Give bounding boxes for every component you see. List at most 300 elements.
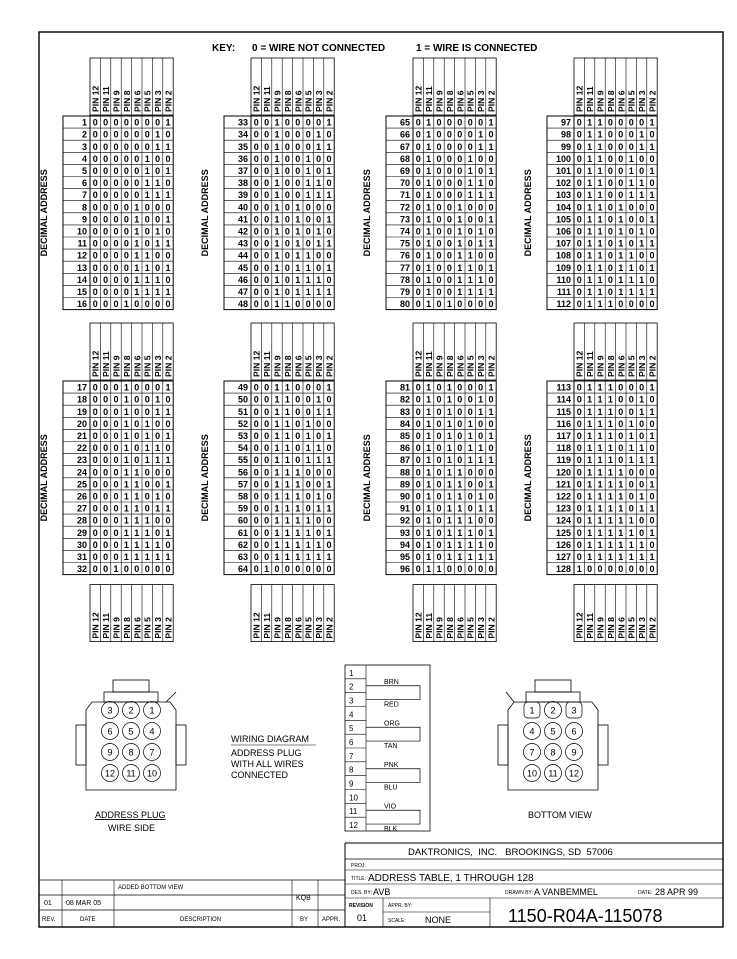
bit-value: 1 — [488, 552, 494, 562]
bit-value: 0 — [607, 226, 613, 237]
address-number: 88 — [399, 467, 410, 478]
bit-value: 1 — [134, 515, 140, 526]
bit-value: 0 — [103, 539, 109, 550]
pin-footer-label: PIN 6 — [293, 617, 304, 639]
bit-value: 0 — [628, 382, 634, 393]
bit-value: 0 — [165, 202, 171, 213]
bit-value: 1 — [587, 178, 593, 189]
address-number: 52 — [237, 418, 248, 429]
bit-value: 0 — [446, 117, 452, 128]
address-number: 35 — [237, 141, 248, 152]
bit-value: 0 — [165, 491, 171, 502]
bit-value: 0 — [264, 503, 270, 514]
bit-value: 0 — [436, 178, 442, 189]
bit-value: 1 — [426, 431, 432, 441]
address-number: 3 — [81, 141, 87, 152]
bit-value: 1 — [628, 274, 634, 285]
address-number: 89 — [399, 479, 410, 490]
bit-value: 1 — [639, 552, 645, 562]
bit-value: 1 — [649, 455, 655, 466]
plug-pin-number: 7 — [149, 747, 155, 758]
bit-value: 1 — [639, 406, 645, 417]
bit-value: 0 — [253, 539, 259, 550]
bit-value: 0 — [326, 491, 332, 502]
bit-value: 0 — [123, 274, 129, 285]
address-number: 93 — [399, 527, 410, 538]
bit-value: 1 — [618, 552, 624, 562]
address-number: 112 — [556, 299, 571, 310]
address-number: 74 — [399, 226, 410, 237]
wiring-title: WIRING DIAGRAM — [231, 734, 309, 744]
wire-color-label: BLU — [384, 784, 398, 792]
pin-header-label: PIN 12 — [251, 350, 262, 377]
address-number: 26 — [76, 491, 87, 502]
bit-value: 1 — [155, 141, 161, 152]
bit-value: 1 — [628, 250, 634, 261]
bit-value: 1 — [305, 552, 311, 562]
bit-value: 0 — [618, 190, 624, 201]
bit-value: 1 — [649, 262, 655, 273]
bit-value: 1 — [478, 274, 484, 285]
address-number: 8 — [81, 202, 87, 213]
bit-value: 1 — [587, 202, 593, 213]
decimal-address-label: DECIMAL ADDRESS — [200, 434, 210, 522]
bit-value: 0 — [103, 287, 109, 297]
bit-value: 0 — [165, 515, 171, 526]
bit-value: 0 — [295, 443, 301, 454]
bit-value: 1 — [316, 491, 322, 502]
address-tables — [39, 58, 658, 642]
terminal-number: 3 — [349, 696, 354, 706]
plug-pin-number: 12 — [104, 768, 116, 779]
bit-value: 1 — [123, 455, 129, 466]
bit-value: 0 — [457, 117, 463, 128]
bit-value: 0 — [436, 443, 442, 454]
pin-header-label: PIN 2 — [163, 355, 174, 377]
bit-value: 0 — [436, 394, 442, 405]
bit-value: 1 — [478, 552, 484, 562]
bit-value: 1 — [478, 141, 484, 152]
bit-value: 0 — [316, 431, 322, 441]
address-number: 18 — [76, 394, 87, 405]
bit-value: 0 — [415, 129, 421, 140]
bit-value: 0 — [264, 455, 270, 466]
bit-value: 1 — [295, 274, 301, 285]
bit-value: 1 — [446, 394, 452, 405]
bit-value: 1 — [123, 418, 129, 429]
bit-value: 0 — [436, 250, 442, 261]
bit-value: 0 — [576, 418, 582, 429]
pin-footer-label: PIN 11 — [101, 612, 112, 639]
bit-value: 0 — [253, 153, 259, 164]
bit-value: 1 — [144, 515, 150, 526]
bit-value: 0 — [92, 552, 98, 562]
bit-value: 0 — [113, 552, 119, 562]
bit-value: 0 — [457, 406, 463, 417]
bit-value: 0 — [253, 394, 259, 405]
bit-value: 1 — [587, 479, 593, 490]
bit-value: 0 — [295, 394, 301, 405]
bit-value: 0 — [478, 527, 484, 538]
bit-value: 0 — [264, 117, 270, 128]
pin-footer-label: PIN 9 — [595, 617, 606, 639]
bit-value: 0 — [92, 262, 98, 273]
bit-value: 1 — [587, 226, 593, 237]
bit-value: 1 — [446, 431, 452, 441]
bit-value: 1 — [426, 166, 432, 176]
bit-value: 1 — [305, 262, 311, 273]
bit-value: 0 — [103, 250, 109, 261]
bit-value: 1 — [326, 166, 332, 176]
bit-value: 1 — [284, 491, 290, 502]
bit-value: 0 — [436, 527, 442, 538]
bit-value: 1 — [295, 238, 301, 249]
bit-value: 0 — [467, 406, 473, 417]
bit-value: 1 — [295, 287, 301, 297]
bit-value: 0 — [305, 202, 311, 213]
bit-value: 0 — [316, 515, 322, 526]
bit-value: 1 — [597, 431, 603, 441]
bit-value: 0 — [305, 406, 311, 417]
address-number: 116 — [556, 418, 571, 429]
bit-value: 0 — [488, 178, 494, 189]
bit-value: 0 — [446, 238, 452, 249]
wire-color-label: VIO — [384, 803, 397, 811]
bit-value: 1 — [618, 262, 624, 273]
bit-value: 0 — [457, 141, 463, 152]
pin-footer-label: PIN 6 — [455, 617, 466, 639]
bit-value: 0 — [415, 262, 421, 273]
bit-value: 0 — [253, 491, 259, 502]
bit-value: 0 — [284, 274, 290, 285]
terminal-number: 5 — [349, 724, 354, 734]
bit-value: 0 — [639, 214, 645, 225]
bit-value: 1 — [587, 166, 593, 176]
bit-value: 0 — [576, 117, 582, 128]
address-number: 25 — [76, 479, 87, 490]
bit-value: 1 — [134, 274, 140, 285]
bit-value: 0 — [264, 214, 270, 225]
address-number: 70 — [399, 178, 410, 189]
bit-value: 0 — [165, 226, 171, 237]
bit-value: 1 — [144, 166, 150, 176]
bit-value: 1 — [144, 431, 150, 441]
pin-header-label: PIN 8 — [605, 90, 616, 112]
bottom-view-plug — [498, 680, 608, 820]
bit-value: 1 — [457, 467, 463, 478]
terminal-number: 6 — [349, 738, 354, 747]
bit-value: 0 — [264, 539, 270, 550]
bit-value: 1 — [155, 406, 161, 417]
bit-value: 0 — [305, 467, 311, 478]
bit-value: 0 — [134, 382, 140, 393]
bit-value: 0 — [316, 479, 322, 490]
bit-value: 0 — [457, 443, 463, 454]
bit-value: 1 — [457, 274, 463, 285]
address-number: 85 — [399, 431, 410, 441]
revlog-header-by: BY — [300, 917, 309, 923]
bit-value: 1 — [597, 274, 603, 285]
bit-value: 0 — [415, 299, 421, 310]
bit-value: 0 — [134, 455, 140, 466]
bit-value: 0 — [436, 406, 442, 417]
bit-value: 0 — [649, 394, 655, 405]
bit-value: 0 — [436, 129, 442, 140]
bit-value: 0 — [649, 274, 655, 285]
bit-value: 0 — [264, 190, 270, 201]
bit-value: 1 — [426, 299, 432, 310]
address-number: 2 — [81, 129, 87, 140]
bit-value: 0 — [576, 250, 582, 261]
address-number: 118 — [556, 443, 571, 454]
bit-value: 0 — [92, 527, 98, 538]
bit-value: 0 — [649, 153, 655, 164]
bit-value: 0 — [92, 166, 98, 176]
bit-value: 1 — [165, 287, 171, 297]
bit-value: 0 — [457, 166, 463, 176]
bit-value: 1 — [284, 515, 290, 526]
bit-value: 0 — [415, 141, 421, 152]
bit-value: 1 — [478, 238, 484, 249]
bit-value: 1 — [628, 178, 634, 189]
bit-value: 1 — [587, 431, 593, 441]
address-number: 4 — [81, 153, 87, 164]
drawing-title: ADDRESS TABLE, 1 THROUGH 128 — [368, 873, 534, 884]
bit-value: 0 — [326, 467, 332, 478]
bit-value: 1 — [607, 406, 613, 417]
revlog-row-by: KQB — [296, 895, 311, 902]
bit-value: 1 — [155, 491, 161, 502]
bit-value: 1 — [295, 214, 301, 225]
bit-value: 0 — [467, 491, 473, 502]
bit-value: 1 — [587, 238, 593, 249]
bit-value: 0 — [316, 527, 322, 538]
bit-value: 0 — [284, 141, 290, 152]
bit-value: 1 — [597, 166, 603, 176]
bit-value: 0 — [415, 202, 421, 213]
pin-header-label: PIN 2 — [486, 90, 497, 112]
bit-value: 0 — [618, 117, 624, 128]
bit-value: 0 — [144, 467, 150, 478]
bit-value: 0 — [649, 299, 655, 310]
address-number: 71 — [399, 190, 410, 201]
bit-value: 0 — [316, 467, 322, 478]
bit-value: 1 — [446, 479, 452, 490]
address-number: 101 — [555, 166, 571, 176]
bit-value: 1 — [597, 299, 603, 310]
bit-value: 1 — [134, 491, 140, 502]
bit-value: 1 — [597, 153, 603, 164]
key-label: KEY: — [212, 43, 236, 54]
address-number: 100 — [555, 153, 571, 164]
bit-value: 1 — [467, 552, 473, 562]
bit-value: 0 — [134, 153, 140, 164]
plug-pin-number: 11 — [548, 768, 558, 779]
bit-value: 0 — [103, 226, 109, 237]
bit-value: 1 — [426, 443, 432, 454]
pin-header-label: PIN 3 — [153, 355, 164, 377]
address-number: 117 — [556, 431, 571, 441]
bit-value: 0 — [576, 178, 582, 189]
bit-value: 0 — [628, 491, 634, 502]
bit-value: 0 — [436, 238, 442, 249]
bit-value: 0 — [134, 418, 140, 429]
bit-value: 0 — [618, 299, 624, 310]
pin-footer-label: PIN 2 — [486, 617, 497, 639]
bit-value: 1 — [134, 226, 140, 237]
pin-footer-label: PIN 5 — [142, 617, 153, 639]
wire-color-label: BLK — [384, 826, 398, 834]
bit-value: 0 — [607, 262, 613, 273]
bit-value: 0 — [316, 564, 322, 575]
bit-value: 0 — [92, 250, 98, 261]
pin-header-label: PIN 12 — [413, 350, 424, 377]
bit-value: 0 — [649, 515, 655, 526]
bit-value: 1 — [155, 129, 161, 140]
bit-value: 0 — [446, 262, 452, 273]
bit-value: 0 — [628, 467, 634, 478]
bit-value: 0 — [576, 166, 582, 176]
bit-value: 0 — [576, 382, 582, 393]
bit-value: 0 — [576, 552, 582, 562]
bit-value: 0 — [165, 394, 171, 405]
pin-header-label: PIN 3 — [153, 90, 164, 112]
bit-value: 1 — [457, 238, 463, 249]
plug-pin-number: 5 — [128, 726, 134, 737]
bit-value: 0 — [92, 129, 98, 140]
bit-value: 0 — [415, 431, 421, 441]
bit-value: 0 — [415, 382, 421, 393]
bit-value: 0 — [488, 539, 494, 550]
bit-value: 0 — [123, 202, 129, 213]
bit-value: 1 — [426, 515, 432, 526]
plug-pin-number: 1 — [149, 705, 155, 716]
pin-footer-label: PIN 6 — [616, 617, 627, 639]
bit-value: 0 — [264, 418, 270, 429]
plug-pin-number: 11 — [126, 768, 136, 779]
bit-value: 1 — [274, 287, 280, 297]
terminal-number: 9 — [349, 779, 354, 789]
bit-value: 1 — [426, 382, 432, 393]
bit-value: 1 — [274, 394, 280, 405]
address-number: 41 — [237, 214, 248, 225]
bit-value: 0 — [92, 190, 98, 201]
bit-value: 0 — [295, 564, 301, 575]
bit-value: 0 — [576, 153, 582, 164]
bit-value: 1 — [155, 287, 161, 297]
pin-header-label: PIN 5 — [303, 355, 314, 377]
pin-footer-label: PIN 8 — [282, 617, 293, 639]
bit-value: 1 — [295, 515, 301, 526]
bit-value: 1 — [144, 250, 150, 261]
bit-value: 1 — [597, 443, 603, 454]
bit-value: 1 — [488, 431, 494, 441]
address-number: 32 — [76, 564, 87, 575]
bit-value: 0 — [618, 153, 624, 164]
bit-value: 1 — [467, 153, 473, 164]
bit-value: 0 — [457, 299, 463, 310]
bit-value: 0 — [253, 515, 259, 526]
bit-value: 1 — [649, 382, 655, 393]
revlog-header-date: DATE — [80, 917, 96, 923]
bit-value: 1 — [457, 503, 463, 514]
bit-value: 0 — [415, 153, 421, 164]
bit-value: 0 — [264, 274, 270, 285]
bit-value: 1 — [467, 527, 473, 538]
bit-value: 0 — [103, 564, 109, 575]
bit-value: 1 — [446, 455, 452, 466]
bit-value: 1 — [165, 527, 171, 538]
pin-header-label: PIN 9 — [111, 90, 122, 112]
plug-pin-grid — [102, 702, 161, 782]
bit-value: 1 — [274, 202, 280, 213]
bit-value: 0 — [415, 418, 421, 429]
bit-value: 0 — [467, 564, 473, 575]
title-block — [345, 843, 723, 927]
bit-value: 0 — [134, 443, 140, 454]
bit-value: 1 — [478, 129, 484, 140]
bit-value: 0 — [253, 262, 259, 273]
bit-value: 0 — [305, 129, 311, 140]
bit-value: 1 — [649, 287, 655, 297]
bit-value: 0 — [576, 467, 582, 478]
address-number: 124 — [555, 515, 571, 526]
pin-header-label: PIN 3 — [637, 90, 648, 112]
bit-value: 1 — [639, 455, 645, 466]
bit-value: 1 — [618, 274, 624, 285]
bit-value: 0 — [113, 527, 119, 538]
bit-value: 0 — [113, 129, 119, 140]
bit-value: 1 — [134, 262, 140, 273]
bit-value: 1 — [274, 552, 280, 562]
address-number: 67 — [399, 141, 410, 152]
bit-value: 0 — [436, 190, 442, 201]
bit-value: 0 — [284, 214, 290, 225]
bit-value: 1 — [305, 431, 311, 441]
pin-header-label: PIN 5 — [626, 90, 637, 112]
bit-value: 1 — [628, 262, 634, 273]
bit-value: 1 — [426, 226, 432, 237]
bit-value: 1 — [165, 406, 171, 417]
bit-value: 0 — [295, 117, 301, 128]
bit-value: 0 — [113, 539, 119, 550]
bit-value: 0 — [295, 178, 301, 189]
bit-value: 0 — [639, 153, 645, 164]
bit-value: 0 — [446, 178, 452, 189]
address-table — [39, 323, 174, 642]
bit-value: 1 — [134, 238, 140, 249]
wire-color-label: ORG — [384, 720, 400, 728]
bit-value: 0 — [144, 491, 150, 502]
bit-value: 1 — [488, 262, 494, 273]
bit-value: 0 — [253, 226, 259, 237]
bit-value: 1 — [607, 539, 613, 550]
bit-value: 1 — [155, 443, 161, 454]
bit-value: 0 — [155, 202, 161, 213]
bit-value: 0 — [284, 564, 290, 575]
bit-value: 1 — [618, 527, 624, 538]
bit-value: 0 — [639, 117, 645, 128]
bit-value: 0 — [649, 129, 655, 140]
pin-footer-label: PIN 3 — [637, 617, 648, 639]
bit-value: 1 — [274, 166, 280, 176]
bit-value: 1 — [607, 394, 613, 405]
bit-value: 0 — [436, 153, 442, 164]
bit-value: 1 — [597, 238, 603, 249]
address-number: 114 — [556, 394, 571, 405]
bit-value: 1 — [597, 250, 603, 261]
bit-value: 0 — [113, 166, 119, 176]
